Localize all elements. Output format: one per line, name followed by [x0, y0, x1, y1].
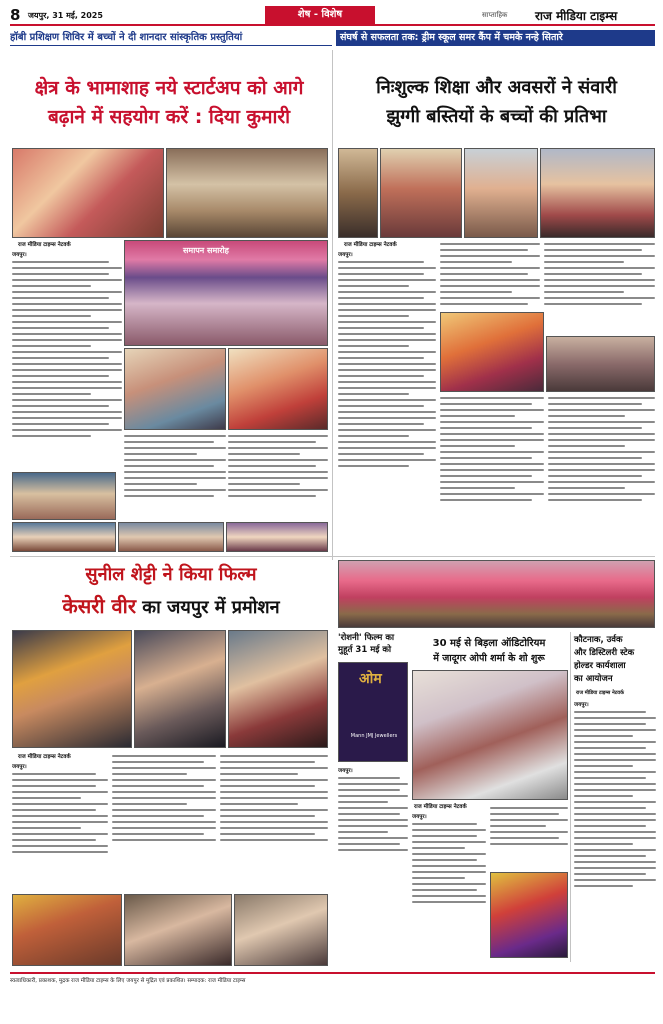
side-line3: होल्डर कार्यशाला [574, 661, 626, 671]
photo-slum-children-2 [380, 148, 462, 238]
photo-slum-children-3 [464, 148, 538, 238]
masthead-date: जयपुर, 31 मई, 2025 [28, 11, 103, 20]
lead-left-line2: बढ़ाने में सहयोग करें : दिया कुमारी [47, 106, 291, 128]
magic-article-body [412, 812, 486, 952]
side-divider [570, 632, 571, 962]
photo-cultural-performance [12, 148, 164, 238]
film-article-body-2 [112, 752, 216, 892]
poster-text: Mann JMJ Jewellers [350, 733, 398, 739]
photo-award-group-3 [12, 522, 116, 552]
photo-event-stage [124, 240, 328, 346]
section-divider [10, 556, 655, 557]
photo-classroom [546, 336, 655, 392]
side-headline [574, 634, 656, 686]
photo-award-group-2 [118, 522, 224, 552]
footer-imprint: स्वत्वाधिकारी, प्रकाशक, मुद्रक राज मीडिया टाइम्स के लिए जयपुर से मुद्रित एवं प्रकाशित। सम्पादक: राज मीडिया टाइम्स [10, 978, 246, 984]
photo-slum-children-1 [338, 148, 378, 238]
byline-2: राज मीडिया टाइम्स नेटवर्क [344, 242, 397, 248]
slum-article-lead: जयपुर। [338, 252, 353, 258]
photo-magician [412, 670, 568, 800]
lead-right-line2: झुग्गी बस्तियों के बच्चों की प्रतिभा [386, 106, 607, 127]
side-line2: और डिस्टिलरी स्टेक [574, 648, 635, 658]
strap-right: संघर्ष से सफलता तक: ड्रीम स्कूल समर कैंप में चमके नन्हे सितारे [336, 30, 655, 46]
magic-article-lead: जयपुर। [412, 814, 427, 820]
diya-article-body-3 [228, 432, 328, 520]
photo-film-actors-2 [134, 630, 226, 748]
lead-right-headline [338, 74, 655, 132]
photo-roshni-poster [338, 662, 408, 762]
lead-left-headline [10, 74, 328, 132]
film-title: केसरी वीर [62, 594, 137, 618]
photo-film-actors-1 [12, 630, 132, 748]
photo-film-actors-3 [228, 630, 328, 748]
strap-left: हॉबी प्रशिक्षण शिविर में बच्चों ने दी शानदार सांस्कृतिक प्रस्तुतियां [10, 30, 332, 46]
photo-slum-children-4 [540, 148, 655, 238]
magic-line1: 30 मई से बिड़ला ऑडिटोरियम [432, 638, 546, 649]
lead-right-line1: निःशुल्क शिक्षा और अवसरों ने संवारी [376, 77, 617, 98]
photo-dance-group [440, 312, 544, 392]
footer-rule [10, 972, 655, 974]
photo-film-bottom-2 [124, 894, 232, 966]
photo-magic-poster [490, 872, 568, 958]
diya-article-lead: जयपुर। [12, 252, 27, 258]
film-article-body [12, 762, 108, 892]
slum-article-body-3 [544, 240, 655, 332]
roshni-article-lead: जयपुर। [338, 768, 353, 774]
photo-film-bottom-1 [12, 894, 122, 966]
photo-girls-costume [228, 348, 328, 430]
byline-5: राज मीडिया टाइम्स नेटवर्क [576, 690, 624, 696]
byline-1: राज मीडिया टाइम्स नेटवर्क [18, 242, 71, 248]
film-article-body-3 [220, 752, 328, 892]
slum-article-body-5 [548, 394, 655, 554]
magic-line2: में जादूगर ओपी शर्मा के शो शुरू [433, 653, 545, 664]
photo-large-group [338, 560, 655, 628]
page-number: 8 [10, 6, 21, 24]
column-divider [332, 50, 333, 560]
magic-article-body-2 [490, 804, 568, 870]
masthead [10, 6, 655, 26]
byline-4: राज मीडिया टाइम्स नेटवर्क [414, 804, 467, 810]
paper-name: राज मीडिया टाइम्स [535, 9, 618, 23]
section-label: शेष - विशेष [265, 6, 375, 24]
photo-award-group-1 [12, 472, 116, 520]
byline-3: राज मीडिया टाइम्स नेटवर्क [18, 754, 71, 760]
side-line4: का आयोजन [574, 674, 613, 684]
slum-article-body [338, 250, 436, 555]
event-banner-label: समापन समारोह [183, 246, 229, 255]
film-article-lead: जयपुर। [12, 764, 27, 770]
film-headline [12, 560, 330, 624]
edition-tag: साप्ताहिक [482, 11, 508, 19]
lead-left-line1: क्षेत्र के भामाशाह नये स्टार्टअप को आगे [34, 77, 304, 99]
diya-article-body-2 [124, 432, 226, 520]
slum-article-body-4 [440, 394, 544, 554]
roshni-headline: 'रोशनी' फिल्म का मुहूर्त 31 मई को [338, 633, 395, 655]
photo-girls-dance [166, 148, 328, 238]
photo-award-group-4 [226, 522, 328, 552]
film-line1: सुनील शेट्टी ने किया फिल्म [85, 564, 257, 585]
magic-headline [410, 636, 568, 666]
side-article-lead: जयपुर। [574, 702, 589, 708]
side-article-body [574, 700, 656, 962]
photo-children-group [124, 348, 226, 430]
poster-title: ओम [359, 671, 382, 687]
roshni-article-body [338, 766, 408, 896]
film-line2-rest: का जयपुर में प्रमोशन [136, 597, 280, 618]
side-line1: कौटनाक, उर्वक [574, 635, 623, 645]
photo-film-bottom-3 [234, 894, 328, 966]
